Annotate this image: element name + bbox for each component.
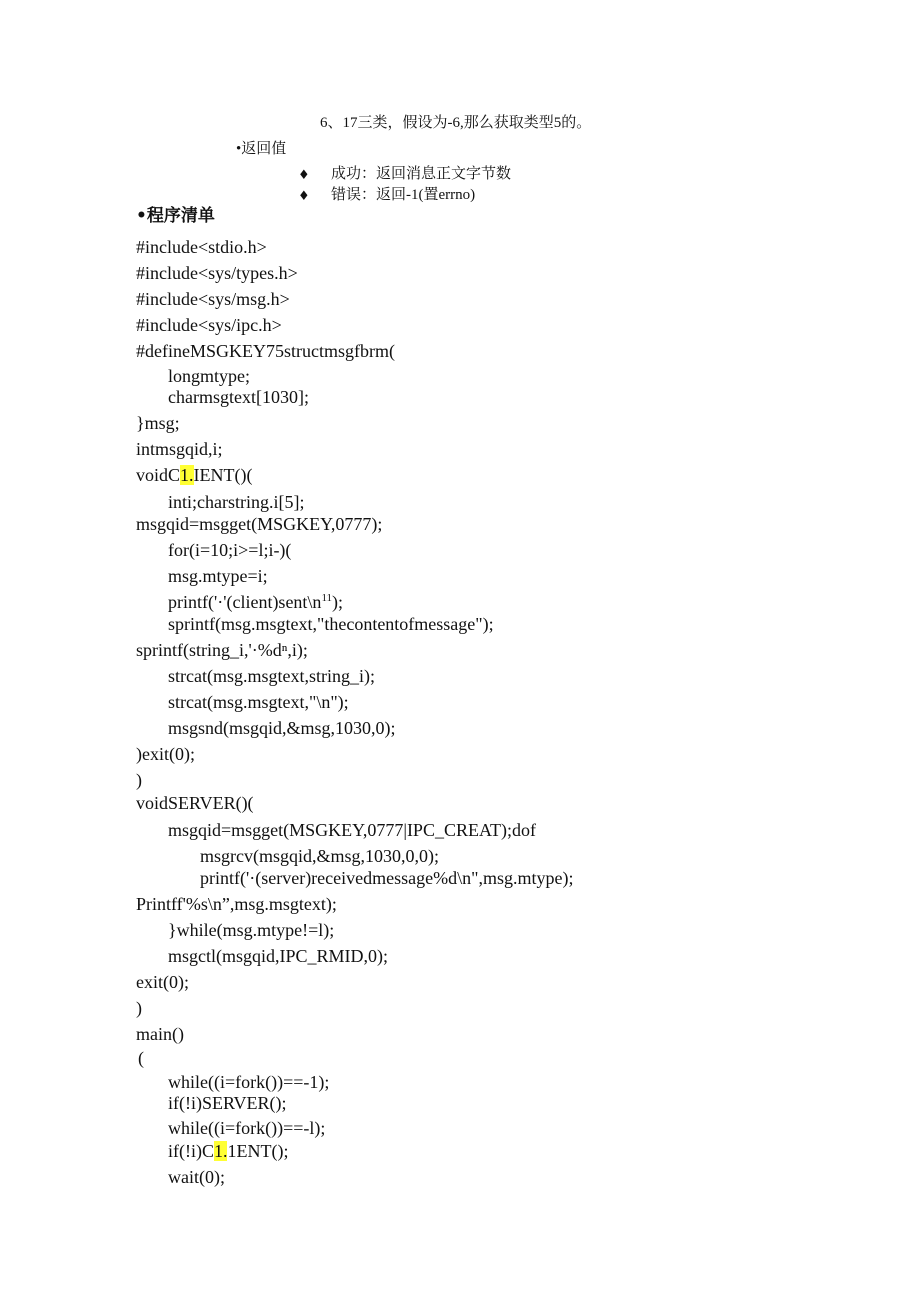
code-line: sprintf(string_i,'·%dⁿ,i); — [136, 640, 308, 660]
code-line: inti;charstring.i[5]; — [168, 492, 305, 512]
code-line: #include<sys/msg.h> — [136, 289, 290, 309]
code-line: msgqid=msgget(MSGKEY,0777|IPC_CREAT);dof — [168, 820, 536, 840]
bullet-error: 错误：返回-1(置errno) — [331, 187, 476, 203]
code-fragment: printf('·'(client)sent\n — [168, 592, 322, 612]
code-line: exit(0); — [136, 972, 189, 992]
return-value-label: •返回值 — [236, 141, 287, 157]
code-line: while((i=fork())==-1); — [168, 1072, 330, 1092]
code-fragment: ); — [332, 592, 344, 612]
code-line: #defineMSGKEY75structmsgfbrm( — [136, 341, 395, 361]
code-fragment: IENT()( — [193, 465, 253, 485]
code-line: while((i=fork())==-l); — [168, 1118, 326, 1138]
diamond-bullet-icon: ♦ — [298, 189, 310, 204]
code-line: ) — [136, 998, 142, 1018]
code-line: msgqid=msgget(MSGKEY,0777); — [136, 514, 383, 534]
superscript-fragment: 11 — [321, 592, 333, 604]
bullet-success: 成功：返回消息正文字节数 — [331, 166, 512, 182]
code-line: strcat(msg.msgtext,string_i); — [168, 666, 375, 686]
code-line: strcat(msg.msgtext,"\n"); — [168, 692, 349, 712]
code-line: #include<stdio.h> — [136, 237, 267, 257]
code-line: ) — [136, 770, 142, 790]
highlighted-fragment: 1. — [213, 1141, 228, 1161]
code-line: }msg; — [136, 413, 180, 433]
code-line — [168, 593, 343, 611]
code-line: msgsnd(msgqid,&msg,1030,0); — [168, 718, 396, 738]
code-line: sprintf(msg.msgtext,"thecontentofmessage"); — [168, 614, 494, 634]
code-line: wait(0); — [168, 1167, 225, 1187]
code-line: }while(msg.mtype!=l); — [168, 920, 335, 940]
code-fragment: 1ENT(); — [227, 1141, 289, 1161]
code-line: msgrcv(msgqid,&msg,1030,0,0); — [200, 846, 439, 866]
code-line: msgctl(msgqid,IPC_RMID,0); — [168, 946, 389, 966]
code-line: intmsgqid,i; — [136, 439, 223, 459]
code-line — [136, 466, 252, 484]
code-line: #include<sys/types.h> — [136, 263, 298, 283]
code-line: for(i=10;i>=l;i-)( — [168, 540, 292, 560]
code-line: if(!i)SERVER(); — [168, 1093, 287, 1113]
code-fragment: voidC — [136, 465, 181, 485]
diamond-bullet-icon: ♦ — [298, 168, 310, 183]
section-heading: •程序清单 — [136, 206, 215, 226]
code-line: longmtype; — [168, 366, 250, 386]
code-line — [168, 1142, 288, 1160]
code-line: )exit(0); — [136, 744, 195, 764]
code-line: Printff'%s\n”,msg.msgtext); — [136, 894, 337, 914]
code-line: printf('·(server)receivedmessage%d\n",msg.mtype); — [200, 868, 574, 888]
highlighted-fragment: 1. — [180, 465, 194, 485]
intro-line: 6、17三类，假设为-6,那么获取类型5的。 — [320, 115, 592, 131]
code-line: voidSERVER()( — [136, 793, 254, 813]
code-line: msg.mtype=i; — [168, 566, 268, 586]
code-line: #include<sys/ipc.h> — [136, 315, 282, 335]
code-fragment: if(!i)C — [168, 1141, 214, 1161]
code-line: ( — [138, 1048, 144, 1068]
code-line: main() — [136, 1024, 184, 1044]
code-line: charmsgtext[1030]; — [168, 387, 309, 407]
